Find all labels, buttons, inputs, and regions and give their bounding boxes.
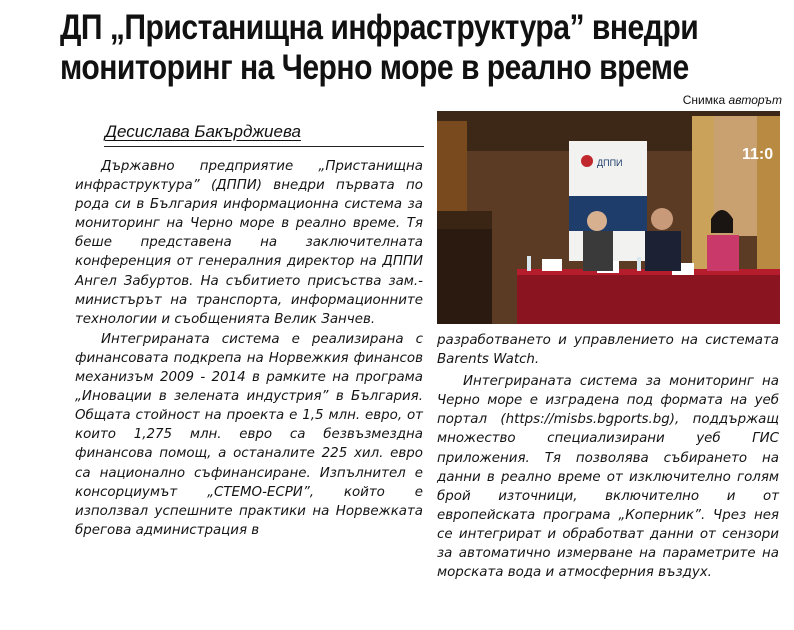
photo-caption <box>683 93 782 107</box>
photo-caption-prefix: Снимка <box>682 93 726 107</box>
headline-line-2: мониторинг на Черно море в реално време <box>60 48 689 87</box>
article-paragraph: Интегрираната система е реализирана с финансовата подкрепа на Норвежкия финансов механизъм 2009 - 2014 в рамките на програма „Иновации в зелената индустрия” в България. Общата стойност на проекта е 1,5 млн. евро, от които 1,275 млн. евро са безвъзмездна финансова помощ, а останалите 225 хил. евро са национално съфинансиране. Изпълнител е консорциумът „СТЕМО-ЕСРИ”, който е използвал успешните практики на Норвежката брегова администрация в <box>75 331 423 538</box>
photo-caption-author: авторът <box>728 93 782 107</box>
byline-rule <box>104 146 424 147</box>
headline <box>60 8 699 88</box>
screen-clock: 11:0 <box>742 146 774 163</box>
headline-line-1: ДП „Пристанищна инфраструктура” внедри <box>60 8 699 47</box>
article-column-left <box>75 157 423 540</box>
conference-photo <box>437 111 780 324</box>
article-column-right <box>437 331 779 582</box>
article-paragraph: Интегрираната система за мониторинг на Черно море е изградена под формата на уеб портал (https://misbs.bgports.bg), поддържащ множество специализирани уеб ГИС приложения. Тя позволява събирането на данни в реално време от изключително голям брой източници, включително и от европейската програма „Коперник”. Чрез нея се интегрират и обработват данни от сензори за автоматично измерване на параметрите на морската вода и атмосферния въздух. <box>437 374 779 581</box>
conference-table <box>517 271 780 324</box>
banner-logo-text: ДППИ <box>597 158 623 168</box>
article-paragraph: Държавно предприятие „Пристанищна инфраструктура” (ДППИ) внедри първата по рода си в България информационна система за мониторинг на Черно море в реално време. Тя беше представена на заключителната конференция от генералния директор на ДППИ Ангел Забуртов. На събитието присъства зам.-министърът на транспорта, информационните технологии и съобщенията Велик Занчев. <box>75 159 423 327</box>
author-byline: Десислава Бакърджиева <box>105 122 301 141</box>
article-paragraph: разработването и управлението на системата Barents Watch. <box>437 333 779 368</box>
conference-photo-image <box>437 111 780 324</box>
